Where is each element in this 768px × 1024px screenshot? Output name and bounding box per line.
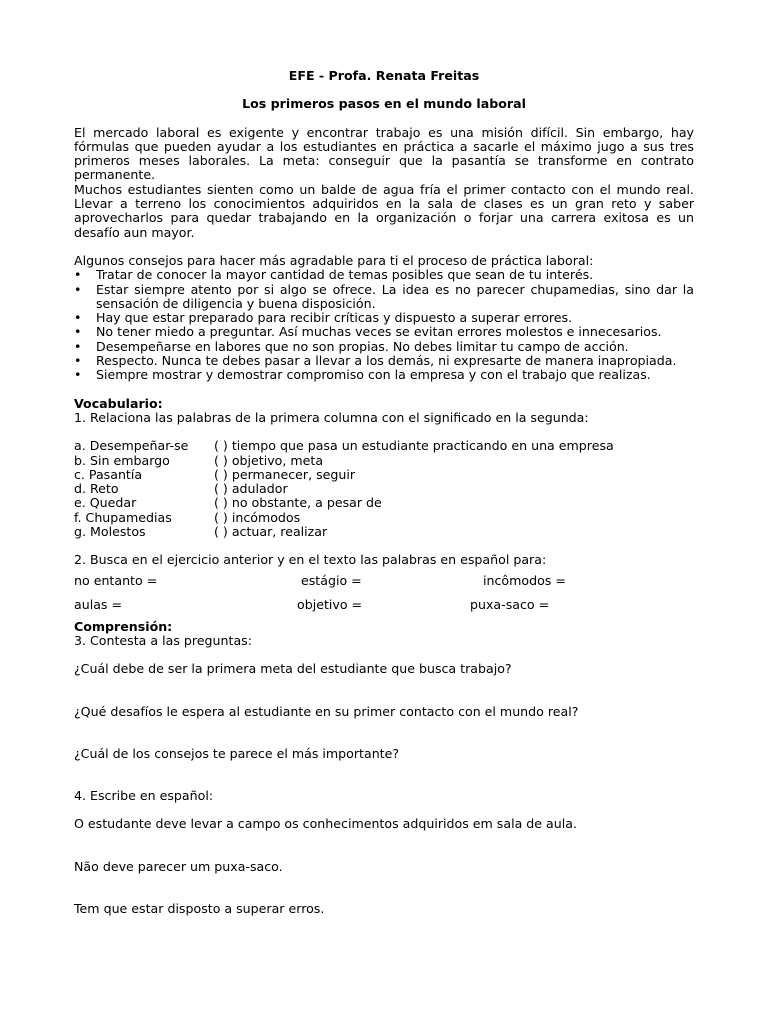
match-definition: ( ) actuar, realizar <box>214 524 328 540</box>
document-content <box>74 69 694 916</box>
match-definition: ( ) no obstante, a pesar de <box>214 495 382 511</box>
exercise-1-prompt: 1. Relaciona las palabras de la primera columna con el significado en la segunda: <box>74 409 589 425</box>
match-term: e. Quedar <box>74 495 137 511</box>
page-subtitle: Los primeros pasos en el mundo laboral <box>242 96 526 112</box>
exercise-2-prompt: 2. Busca en el ejercicio anterior y en el texto las palabras en español para: <box>74 552 547 568</box>
match-row <box>74 511 694 525</box>
sentence-to-translate: Tem que estar disposto a superar erros. <box>74 900 325 916</box>
list-item: • Desempeñarse en labores que no son propias. No debes limitar tu campo de acción. <box>74 340 694 354</box>
tips-lead: Algunos consejos para hacer más agradable para ti el proceso de práctica laboral: <box>74 252 594 268</box>
match-term: a. Desempeñar-se <box>74 438 189 454</box>
sentence-to-translate: O estudante deve levar a campo os conhecimentos adquiridos em sala de aula. <box>74 816 577 832</box>
question: ¿Qué desafíos le espera al estudiante en su primer contacto con el mundo real? <box>74 703 579 719</box>
match-definition: ( ) tiempo que pasa un estudiante practicando en una empresa <box>214 438 614 454</box>
tips-list <box>74 268 694 382</box>
match-row <box>74 454 694 468</box>
match-definition: ( ) permanecer, seguir <box>214 466 356 482</box>
translate-row <box>74 574 694 596</box>
sentence-to-translate: Não deve parecer um puxa-saco. <box>74 858 283 874</box>
list-item: • Estar siempre atento por si algo se ofrece. La idea es no parecer chupamedias, sino dar la sensación de diligencia y buena disposición. <box>74 283 694 312</box>
question: ¿Cuál debe de ser la primera meta del estudiante que busca trabajo? <box>74 661 512 677</box>
translate-item: incômodos = <box>483 572 566 588</box>
translate-item: objetivo = <box>297 596 363 612</box>
translate-item: aulas = <box>74 596 123 612</box>
comprehension-heading: Comprensión: <box>74 618 173 634</box>
vocab-heading: Vocabulario: <box>74 395 163 411</box>
exercise-3-prompt: 3. Contesta a las preguntas: <box>74 632 252 648</box>
match-row <box>74 482 694 496</box>
intro-paragraph-2: Muchos estudiantes sienten como un balde de agua fría el primer contacto con el mundo real. Llevar a terreno los conocimientos adquiridos en la sala de clases es un gran reto y saber aprovecharlos para quedar trabajando en la organización o forjar una carrera exitosa es un desafío aun mayor. <box>74 181 694 240</box>
list-item: • No tener miedo a preguntar. Así muchas veces se evitan errores molestos e innecesarios. <box>74 325 694 339</box>
match-row <box>74 468 694 482</box>
translate-item: puxa-saco = <box>470 596 550 612</box>
intro-paragraph-1: El mercado laboral es exigente y encontrar trabajo es una misión difícil. Sin embargo, hay fórmulas que pueden ayudar a los estudiantes en práctica a sacarle el máximo jugo a sus tres primeros meses laborales. La meta: conseguir que la pasantía se transforme en contrato permanente. <box>74 124 694 183</box>
match-definition: ( ) incómodos <box>214 509 301 525</box>
page-title: EFE - Profa. Renata Freitas <box>288 68 480 83</box>
list-item: • Hay que estar preparado para recibir críticas y dispuesto a superar errores. <box>74 311 694 325</box>
question: ¿Cuál de los consejos te parece el más importante? <box>74 745 400 761</box>
list-item: • Respecto. Nunca te debes pasar a llevar a los demás, ni expresarte de manera inapropiada. <box>74 354 694 368</box>
matching-exercise <box>74 439 694 539</box>
match-row <box>74 525 694 539</box>
match-term: d. Reto <box>74 481 119 497</box>
translate-item: estágio = <box>301 572 362 588</box>
match-row <box>74 496 694 510</box>
translate-row <box>74 598 694 620</box>
exercise-4-prompt: 4. Escribe en español: <box>74 788 214 804</box>
match-term: c. Pasantía <box>74 466 143 482</box>
match-definition: ( ) adulador <box>214 481 288 497</box>
match-term: f. Chupamedias <box>74 509 172 525</box>
translate-item: no entanto = <box>74 572 158 588</box>
match-term: g. Molestos <box>74 524 146 540</box>
match-definition: ( ) objetivo, meta <box>214 452 324 468</box>
list-item: • Siempre mostrar y demostrar compromiso con la empresa y con el trabajo que realizas. <box>74 368 694 382</box>
list-item: • Tratar de conocer la mayor cantidad de temas posibles que sean de tu interés. <box>74 268 694 282</box>
match-row <box>74 439 694 453</box>
match-term: b. Sin embargo <box>74 452 170 468</box>
